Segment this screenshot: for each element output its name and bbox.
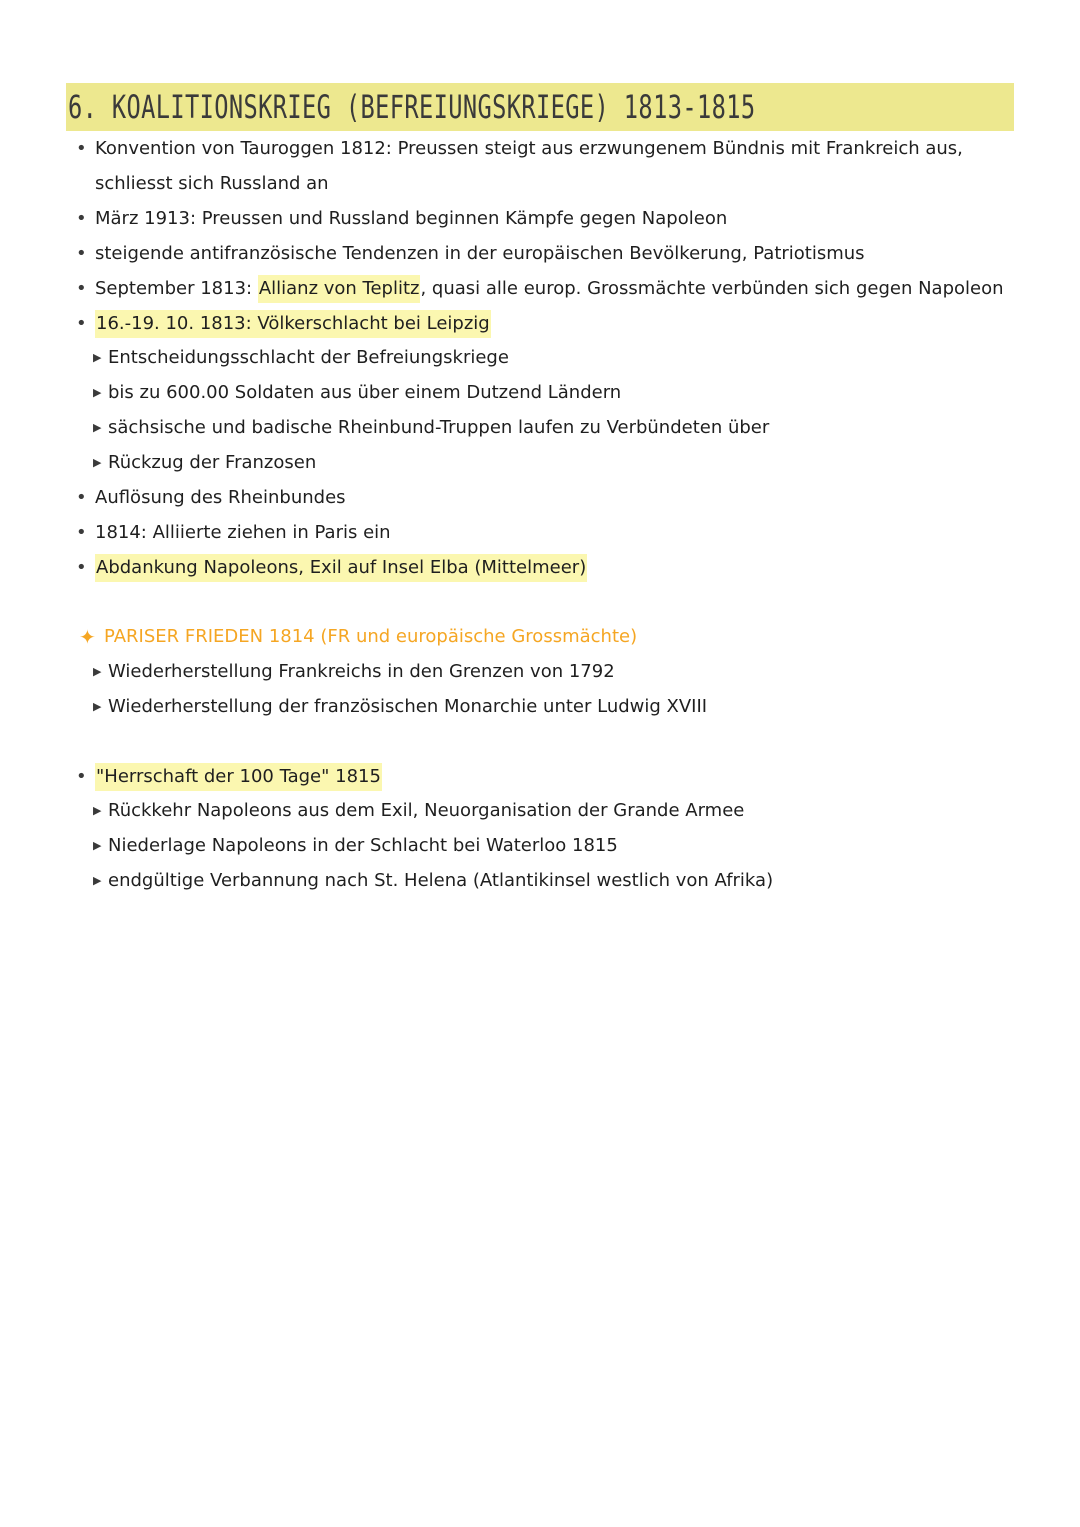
list-item	[95, 311, 491, 337]
list-item: 1814: Alliierte ziehen in Paris ein	[95, 522, 391, 543]
bullet-dot: •	[76, 278, 87, 299]
sub-list-item: bis zu 600.00 Soldaten aus über einem Dutzend Ländern	[108, 382, 622, 403]
arrow-bullet-icon: ▶	[93, 839, 102, 852]
bullet-dot: •	[76, 487, 87, 508]
list-item	[95, 764, 382, 790]
section-heading: PARISER FRIEDEN 1814 (FR und europäische Grossmächte)	[104, 626, 638, 647]
arrow-bullet-icon: ▶	[93, 665, 102, 678]
bullet-dot: •	[76, 522, 87, 543]
list-item: Konvention von Tauroggen 1812: Preussen steigt aus erzwungenem Bündnis mit Frankreich aus,	[95, 138, 963, 159]
sub-list-item: Wiederherstellung Frankreichs in den Grenzen von 1792	[108, 661, 615, 682]
bullet-dot: •	[76, 208, 87, 229]
list-item: steigende antifranzösische Tendenzen in der europäischen Bevölkerung, Patriotismus	[95, 243, 865, 264]
page-title: 6. KOALITIONSKRIEG (BEFREIUNGSKRIEGE) 1813-1815	[68, 88, 756, 126]
arrow-bullet-icon: ▶	[93, 421, 102, 434]
list-item: März 1913: Preussen und Russland beginnen Kämpfe gegen Napoleon	[95, 208, 728, 229]
highlighted-text: "Herrschaft der 100 Tage" 1815	[95, 763, 382, 791]
arrow-bullet-icon: ▶	[93, 700, 102, 713]
bullet-dot: •	[76, 557, 87, 578]
four-point-star-icon: ✦	[79, 625, 96, 649]
list-item-text: , quasi alle europ. Grossmächte verbünden sich gegen Napoleon	[420, 278, 1004, 299]
arrow-bullet-icon: ▶	[93, 804, 102, 817]
highlighted-text: Allianz von Teplitz	[258, 275, 421, 303]
arrow-bullet-icon: ▶	[93, 874, 102, 887]
list-item-text: September 1813:	[95, 278, 258, 299]
arrow-bullet-icon: ▶	[93, 351, 102, 364]
list-item	[95, 555, 587, 581]
list-item: Auflösung des Rheinbundes	[95, 487, 346, 508]
list-item	[95, 276, 1004, 302]
arrow-bullet-icon: ▶	[93, 456, 102, 469]
list-item-continuation: schliesst sich Russland an	[95, 173, 329, 194]
arrow-bullet-icon: ▶	[93, 386, 102, 399]
bullet-dot: •	[76, 243, 87, 264]
sub-list-item: endgültige Verbannung nach St. Helena (Atlantikinsel westlich von Afrika)	[108, 870, 774, 891]
bullet-dot: •	[76, 138, 87, 159]
bullet-dot: •	[76, 766, 87, 787]
highlighted-text: 16.-19. 10. 1813: Völkerschlacht bei Leipzig	[95, 310, 491, 338]
bullet-dot: •	[76, 313, 87, 334]
sub-list-item: Niederlage Napoleons in der Schlacht bei Waterloo 1815	[108, 835, 618, 856]
sub-list-item: Rückzug der Franzosen	[108, 452, 317, 473]
sub-list-item: Entscheidungsschlacht der Befreiungskriege	[108, 347, 509, 368]
highlighted-text: Abdankung Napoleons, Exil auf Insel Elba (Mittelmeer)	[95, 554, 587, 582]
sub-list-item: Wiederherstellung der französischen Monarchie unter Ludwig XVIII	[108, 696, 708, 717]
sub-list-item: Rückkehr Napoleons aus dem Exil, Neuorganisation der Grande Armee	[108, 800, 745, 821]
sub-list-item: sächsische und badische Rheinbund-Truppen laufen zu Verbündeten über	[108, 417, 770, 438]
